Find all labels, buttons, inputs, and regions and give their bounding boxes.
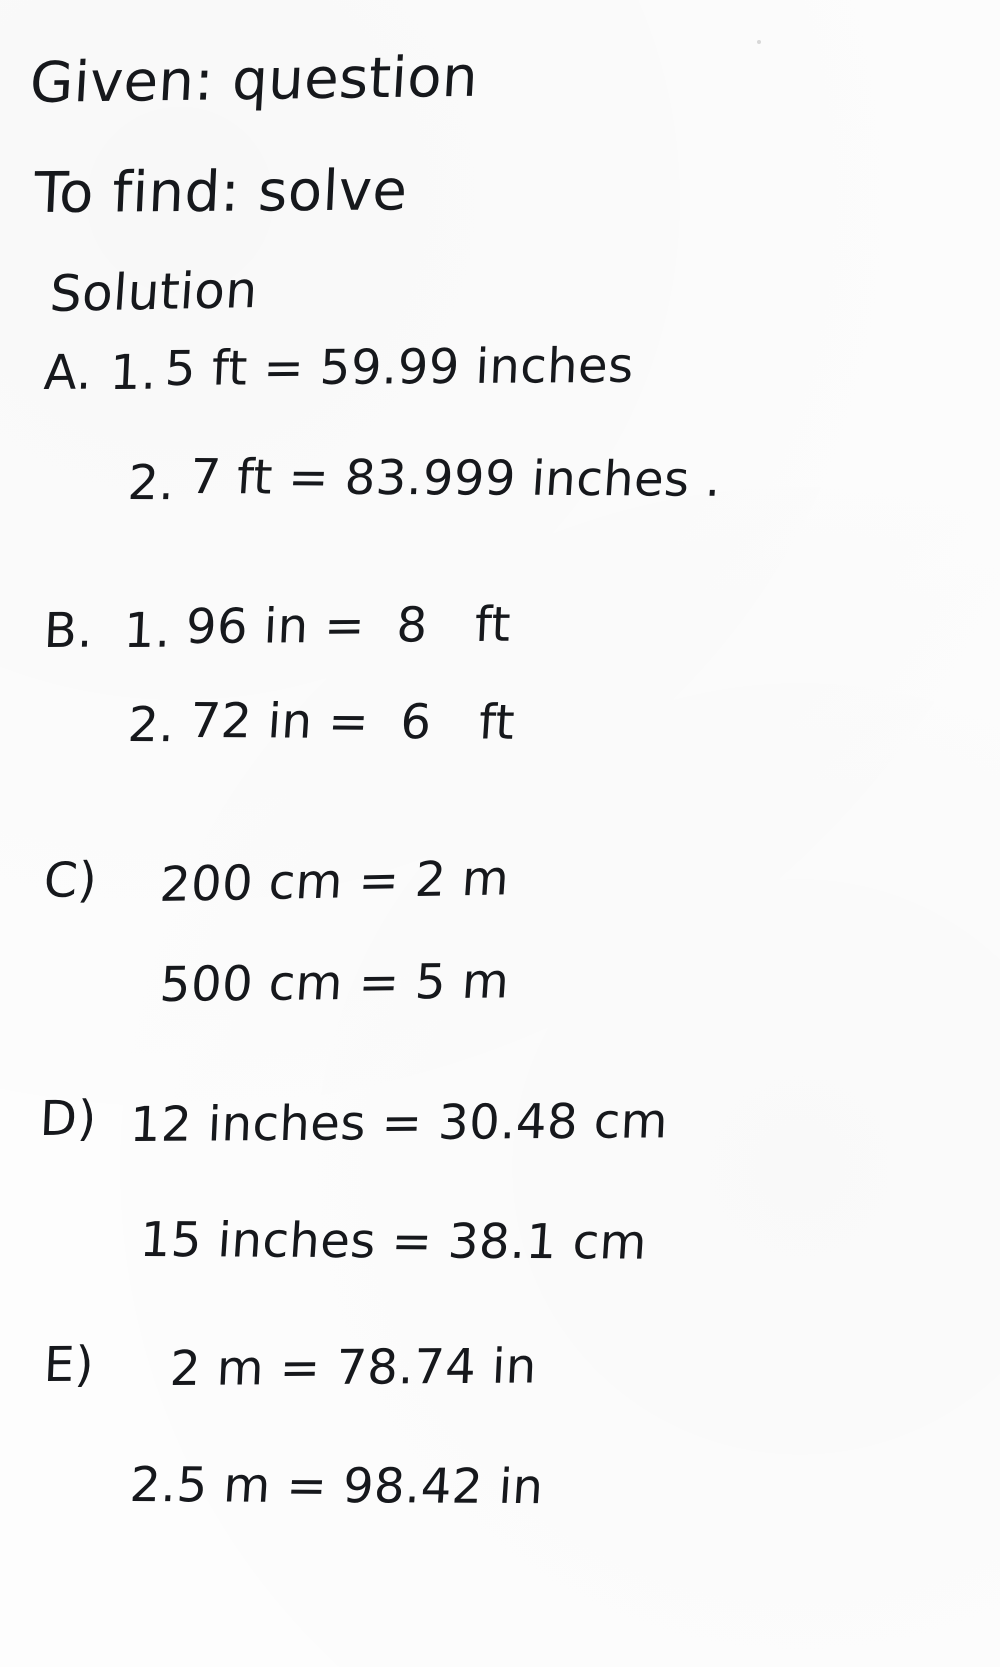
section-c-item-2-text: 500 cm = 5 m bbox=[158, 953, 512, 1014]
section-b-item-1-text: 96 in = 8 ft bbox=[184, 596, 513, 656]
paper-speck bbox=[757, 40, 761, 44]
section-e-label: E) bbox=[42, 1336, 96, 1394]
section-d-item-1-text: 12 inches = 30.48 cm bbox=[128, 1093, 670, 1154]
section-a-item-1-number: 1. bbox=[108, 344, 159, 402]
section-d-label: D) bbox=[38, 1090, 98, 1148]
section-c-item-1-text: 200 cm = 2 m bbox=[158, 850, 512, 914]
section-e-item-2-text: 2.5 m = 98.42 in bbox=[128, 1457, 546, 1516]
to-find-line: To find: solve bbox=[32, 158, 409, 227]
section-b-item-1-number: 1. bbox=[122, 602, 173, 660]
section-a-item-2-number: 2. bbox=[126, 455, 177, 512]
section-d-item-2-text: 15 inches = 38.1 cm bbox=[138, 1212, 649, 1271]
section-b-item-2-text: 72 in = 6 ft bbox=[188, 693, 517, 751]
section-a-item-2-text: 7 ft = 83.999 inches . bbox=[188, 449, 724, 508]
section-b-label: B. bbox=[42, 602, 95, 660]
given-line: Given: question bbox=[28, 44, 480, 117]
section-b-item-2-number: 2. bbox=[126, 697, 177, 754]
section-a-label: A. bbox=[42, 344, 94, 402]
section-a-item-1-text: 5 ft = 59.99 inches bbox=[163, 337, 635, 398]
section-c-label: C) bbox=[42, 851, 100, 910]
section-e-item-1-text: 2 m = 78.74 in bbox=[168, 1338, 538, 1398]
solution-line: Solution bbox=[48, 260, 260, 324]
